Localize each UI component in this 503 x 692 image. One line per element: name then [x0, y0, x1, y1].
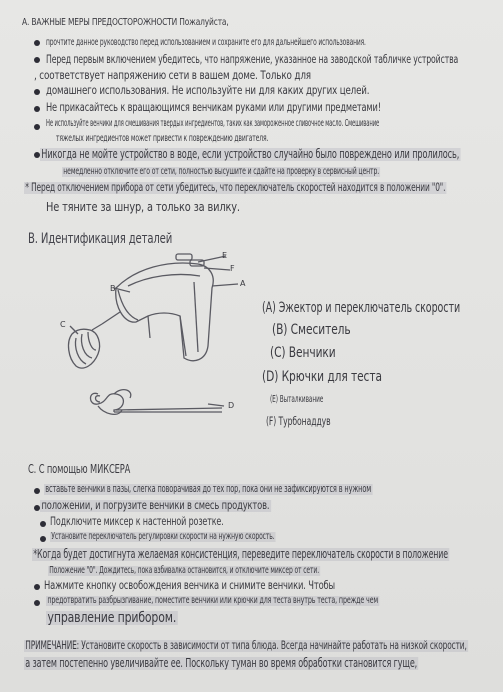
precaution-line-5: Не прикасайтесь к вращающимся венчикам руками или другими предметами! [46, 100, 381, 114]
bullet-icon [34, 40, 40, 46]
label-f: F [230, 264, 235, 273]
bullet-icon [34, 106, 40, 112]
legend-item-e: (E) Выталкивание [270, 394, 324, 405]
legend-item-b: (B) Смеситель [272, 322, 351, 338]
note-line-2: а затем постепенно увеличивайте ее. Поскольку туман во время обработки становится гуще, [25, 655, 418, 670]
usage-line-3: Подключите миксер к настенной розетке. [50, 514, 224, 528]
bullet-icon [34, 584, 40, 590]
bullet-icon [34, 57, 40, 63]
legend-item-f: (F) Турбонаддув [266, 414, 331, 428]
label-a: A [240, 279, 246, 288]
precaution-line-2: Перед первым включением убедитесь, что напряжение, указанное на заводской табличке устройства [46, 52, 459, 66]
precaution-line-7: тяжелых ингредиентов может привести к повреждению двигателя. [56, 133, 269, 144]
usage-line-5: *Когда будет достигнута желаемая консистенция, переведите переключатель скорости в положение [33, 546, 448, 561]
precaution-line-1: прочтите данное руководство перед использованием и сохраните его для дальнейшего использования. [46, 37, 366, 48]
label-e: E [222, 251, 228, 260]
precaution-line-10: * Перед отключением прибора от сети убедитесь, что переключатель скоростей находится в положении "0". [25, 180, 446, 194]
precaution-line-6: Не используйте венчики для смешивания твердых ингредиентов, таких как замороженное сливочное масло. Смешивание [46, 118, 380, 129]
mixer-diagram [58, 246, 258, 422]
bullet-icon [40, 521, 46, 527]
section-b-title: В. Идентификация деталей [28, 231, 173, 247]
section-a-header: А. ВАЖНЫЕ МЕРЫ ПРЕДОСТОРОЖНОСТИ Пожалуйста, [22, 17, 229, 28]
usage-line-7: Нажмите кнопку освобождения венчика и снимите венчики. Чтобы [44, 578, 335, 592]
bullet-icon [34, 89, 40, 95]
usage-line-6: Положение "0". Дождитесь, пока взбивалка остановится, и отключите миксер от сети. [49, 565, 320, 576]
precaution-line-4: домашнего использования. Не используйте ни для каких других целей. [46, 83, 370, 97]
legend-item-a: (A) Эжектор и переключатель скорости [262, 300, 461, 316]
label-c: C [60, 320, 66, 329]
precaution-line-3: , соответствует напряжению сети в вашем доме. Только для [34, 68, 311, 82]
usage-line-4: Установите переключатель регулировки скорости на нужную скорость. [51, 531, 275, 542]
label-d: D [228, 401, 235, 410]
section-c-title: С. С помощью МИКСЕРА [28, 461, 131, 476]
precaution-line-11: Не тяните за шнур, а только за вилку. [46, 199, 240, 214]
usage-line-2: положении, и погрузите венчики в смесь продуктов. [41, 498, 270, 512]
usage-line-1: вставьте венчики в пазы, слегка поворачивая до тех пор, пока они не зафиксируются в нужном [45, 483, 372, 495]
legend-item-c: (C) Венчики [270, 345, 336, 361]
usage-line-9: управление прибором. [47, 610, 177, 626]
note-line-1: ПРИМЕЧАНИЕ: Установите скорость в зависимости от типа блюда. Всегда начинайте работать на низкой скорости, [25, 638, 467, 652]
precaution-line-8: Никогда не мойте устройство в воде, если устройство случайно было повреждено или пролилось, [41, 146, 460, 161]
label-b: B [110, 284, 116, 293]
bullet-icon [34, 488, 40, 494]
usage-line-8: предотвратить разбрызгивание, поместите венчики или крючки для теста внутрь теста, прежде чем [47, 595, 379, 606]
precaution-line-9: немедленно отключите его от сети, полностью высушите и сдайте на проверку в сервисный центр. [63, 166, 380, 177]
bullet-icon [34, 124, 40, 130]
legend-item-d: (D) Крючки для теста [262, 369, 382, 385]
bullet-icon [40, 536, 46, 542]
bullet-icon [34, 600, 40, 606]
